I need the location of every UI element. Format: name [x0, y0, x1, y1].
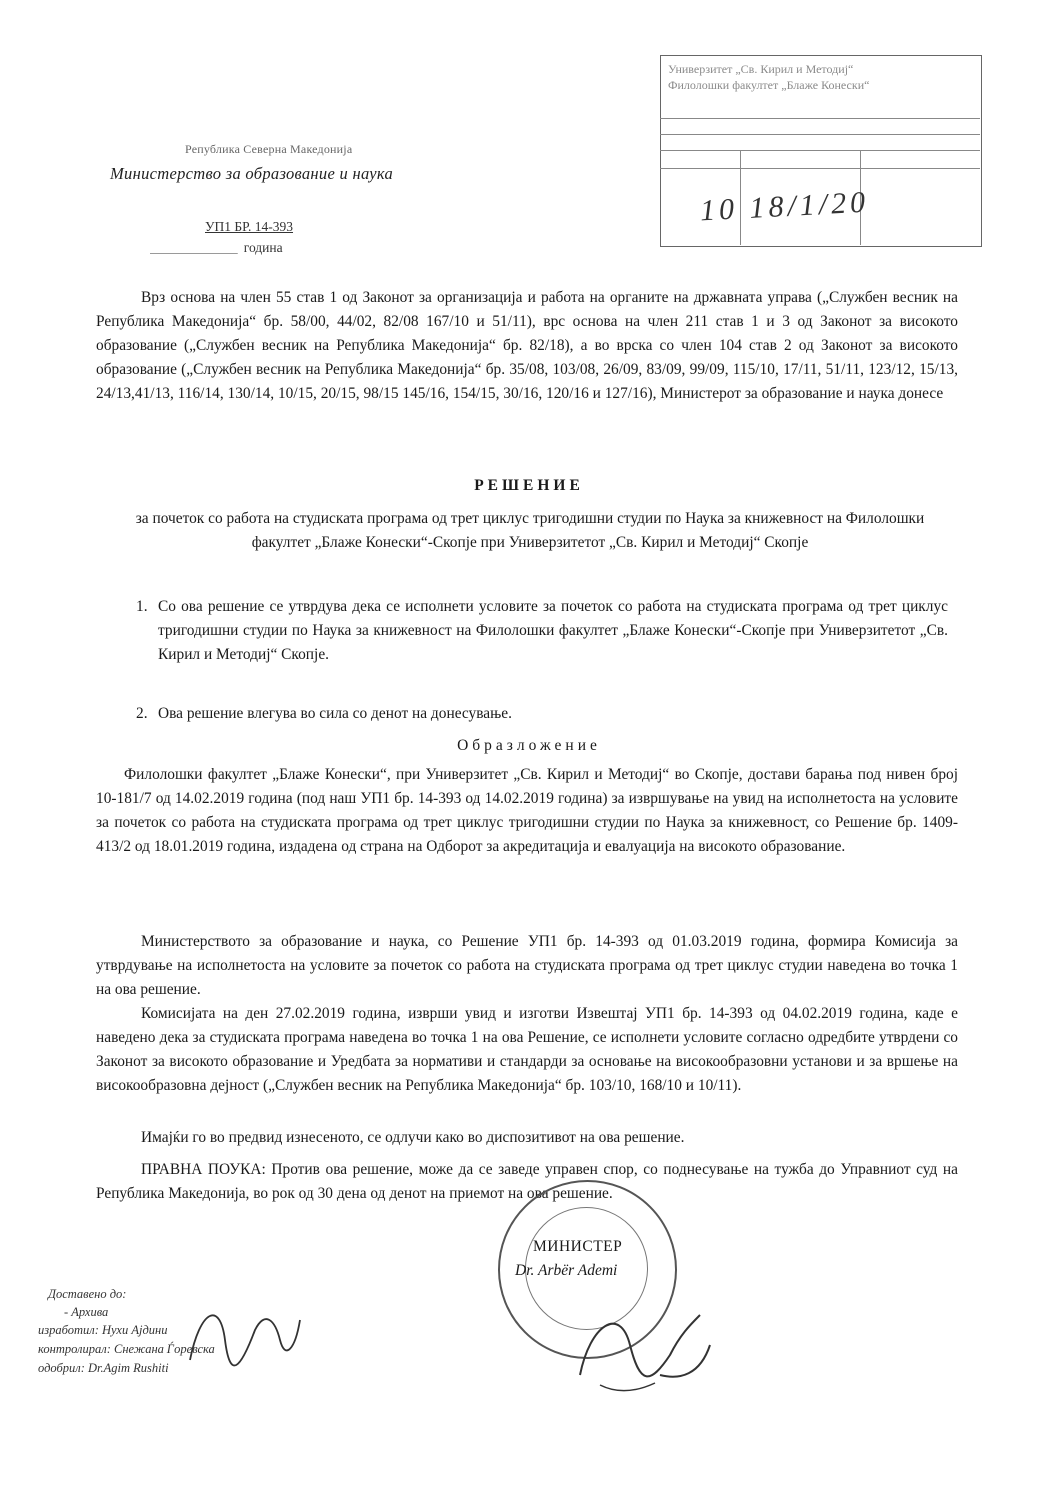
reasoning-paragraph: Министерството за образование и наука, со Решение УП1 бр. 14-393 од 01.03.2019 година, формира Комисија за утврдување на исполнетоста на условите за почеток со работа на студиската програма од трет циклус студии наведена во точка 1 на ова решение. — [96, 933, 958, 998]
ministry-name: Министерство за образование и наука — [110, 164, 394, 183]
minister-name: Dr. Arbër Ademi — [515, 1262, 618, 1279]
initials-signature — [180, 1290, 310, 1380]
prepared-by: изработил: Нухи Ајдини — [38, 1323, 168, 1337]
legal-notice-paragraph: ПРАВНА ПОУКА: Против ова решение, може да се заведе управен спор, со поднесување на тужба до Управниот суд на Република Македонија, во рок од 30 дена од денот на приемот на ова решение. — [96, 1161, 958, 1202]
item-number: 1. — [136, 598, 148, 615]
stamp-faculty: Филолошки факултет „Блаже Конески“ — [668, 78, 870, 92]
item-text: Ова решение влегува во сила со денот на донесување. — [158, 705, 512, 722]
reasoning-heading: Образложение — [457, 737, 601, 754]
intro-paragraph: Врз основа на член 55 став 1 од Законот за организација и работа на органите на државната управа („Службен весник на Република Македонија“ бр. 58/00, 44/02, 82/08 167/10 и 51/11), врс основа на член 211 став 1 и 3 од Законот за високото образование („Службен весник на Република Македонија“ бр. 82/18), а во врска со член 104 став 2 од Законот за високото образование („Службен весник на Република Македонија“ бр. 35/08, 103/08, 26/09, 83/09, 99/09, 115/10, 17/11, 51/11, 123/12, 15/13, 24/13,41/13, 116/14, 130/14, 10/15, 20/15, 98/15 145/16, 154/15, 30/16, 120/16 и 127/16), Министерот за образование и наука донесе — [96, 289, 958, 402]
reasoning-paragraph: Имајќи го во предвид изнесеното, се одлучи како во диспозитивот на ова решение. — [141, 1129, 685, 1146]
delivered-archive: - Архива — [64, 1305, 109, 1319]
reasoning-paragraph: Филолошки факултет „Блаже Конески“, при Универзитет „Св. Кирил и Методиј“ во Скопје, достави барања под нивен број 10-181/7 од 14.02.2019 година (под наш УП1 бр. 14-393 од 14.02.2019 година) за извршување на увид на исполнетоста на условите за почеток со работа на студиската програма од трет циклус тригодишни студии по Наука за книжевност, со Решение бр. 1409-413/2 од 18.01.2019 година, издадена од страна на Одборот за акредитација и евалуација на високото образование. — [96, 766, 958, 855]
year-label: година — [243, 240, 283, 255]
item-text: Со ова решение се утврдува дека се исполнети условите за почеток со работа на студиската програма од трет циклус тригодишни студии по Наука за книжевност на Филолошки факултет „Блаже Конески“-Скопје при Универзитетот „Св. Кирил и Методиј“ Скопје. — [158, 598, 948, 663]
republic-name: Република Северна Македонија — [185, 142, 353, 156]
item-number: 2. — [136, 705, 148, 722]
document-number: УП1 БР. 14-393 — [205, 219, 294, 234]
date-redacted — [150, 240, 238, 255]
stamp-handwritten-number: 10 18/1/20 — [699, 185, 870, 228]
stamp-divider — [660, 118, 980, 119]
stamp-divider — [660, 150, 980, 151]
approved-by: одобрил: Dr.Agim Rushiti — [38, 1361, 169, 1375]
stamp-university: Универзитет „Св. Кирил и Методиј“ — [668, 62, 854, 76]
reasoning-paragraph: Комисијата на ден 27.02.2019 година, изврши увид и изготви Извештај УП1 бр. 14-393 од 04.02.2019 година, каде е наведено дека за студиската програма наведена во точка 1 на ова Решение, се исполнети условите согласно одредбите утврдени со Законот за високото образование и Уредбата за нормативи и стандарди за основање на високообразовни установи и за вршење на високообразовна дејност („Службен весник на Република Македонија“ бр. 103/10, 168/10 и 10/11). — [96, 1005, 958, 1094]
delivered-to: Доставено до: — [48, 1287, 127, 1301]
stamp-divider — [660, 168, 980, 169]
decision-subject: за почеток со работа на студиската програма од трет циклус тригодишни студии по Наука за книжевност на Филолошки факултет „Блаже Конески“-Скопје при Универзитетот „Св. Кирил и Методиј“ Скопје — [135, 510, 925, 551]
stamp-divider — [660, 134, 980, 135]
minister-title: МИНИСТЕР — [533, 1238, 623, 1255]
controlled-by: контролирал: Снежана Ѓоревска — [38, 1342, 215, 1356]
document-date — [150, 240, 283, 256]
decision-heading: РЕШЕНИЕ — [474, 477, 584, 494]
minister-signature — [560, 1285, 730, 1405]
